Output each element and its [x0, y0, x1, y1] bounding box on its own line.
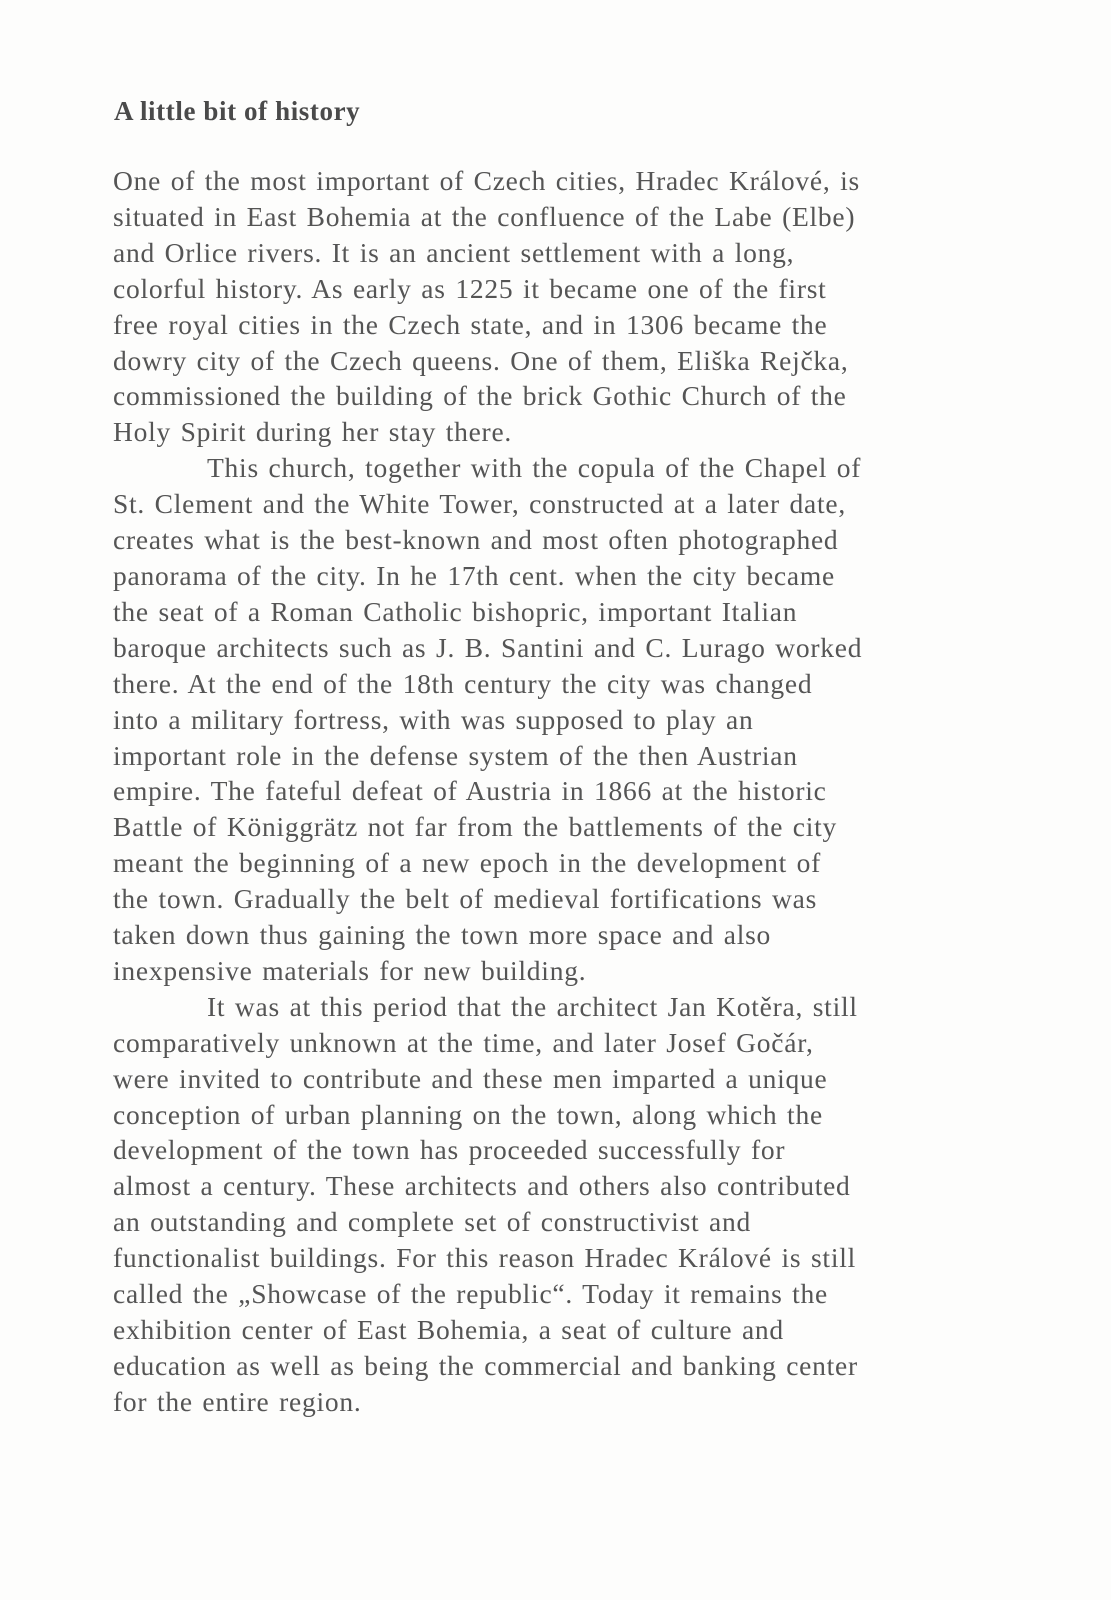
paragraph-3: It was at this period that the architect Jan Kotěra, still comparatively unknown at the time, and later Josef Gočár, were invited to contribute and these men imparted a unique conception of urban planning on the town, along which the development of the town has proceeded successfully for almost a century. These architects and others also contributed an outstanding and complete set of constructivist and functionalist buildings. For this reason Hradec Králové is still called the „Showcase of the republic“. Today it remains the exhibition center of East Bohemia, a seat of culture and education as well as being the commercial and banking center for the entire region.	[113, 990, 858, 1417]
paragraph-2: This church, together with the copula of the Chapel of St. Clement and the White Tower, constructed at a later date, creates what is the best-known and most often photographed panorama of the city. In he 17th cent. when the city became the seat of a Roman Catholic bishopric, important Italian baroque architects such as J. B. Santini and C. Lurago worked there. At the end of the 18th century the city was changed into a military fortress, with was supposed to play an important role in the defense system of the then Austrian empire. The fateful defeat of Austria in 1866 at the historic Battle of Königgrätz not far from the battlements of the city meant the beginning of a new epoch in the development of the town. Gradually the belt of medieval fortifications was taken down thus gaining the town more space and also inexpensive materials for new building.	[113, 452, 863, 986]
page-heading: A little bit of history	[114, 96, 361, 126]
paragraph-1: One of the most important of Czech cities, Hradec Králové, is situated in East Bohemia at the confluence of the Labe (Elbe) and Orlice rivers. It is an ancient settlement with a long, colorful history. As early as 1225 it became one of the first free royal cities in the Czech state, and in 1306 became the dowry city of the Czech queens. One of them, Eliška Rejčka, commissioned the building of the brick Gothic Church of the Holy Spirit during her stay there.	[113, 165, 860, 448]
body-text	[113, 163, 1013, 1420]
